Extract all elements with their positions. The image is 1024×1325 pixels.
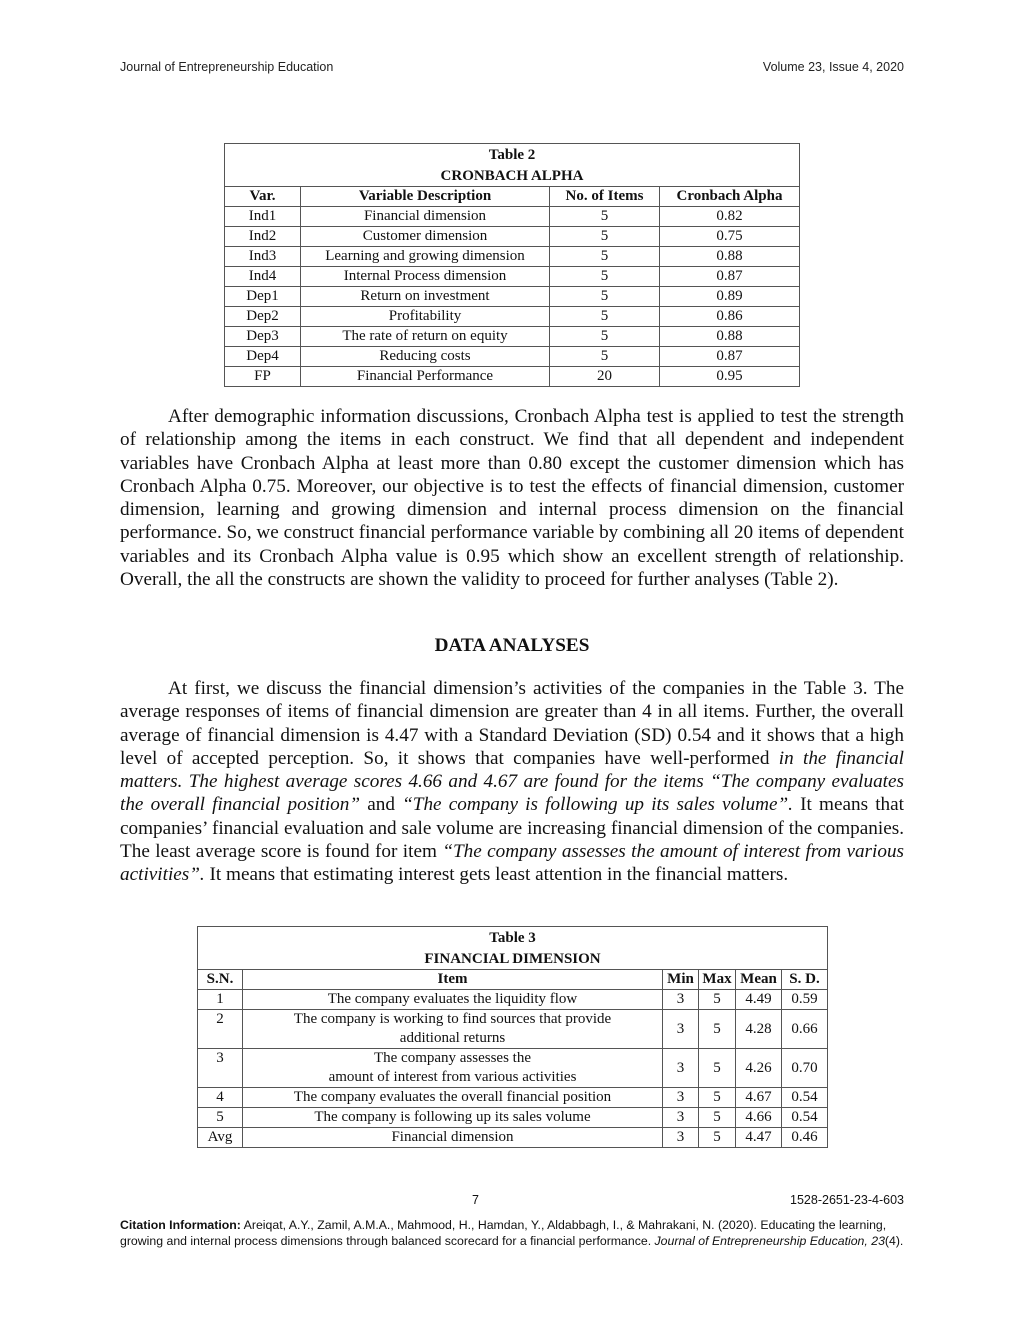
- cell: [243, 1088, 663, 1108]
- cronbach-alpha-table: [224, 143, 800, 387]
- cell: Avg: [198, 1128, 243, 1148]
- table-row: [225, 327, 800, 347]
- cell: 1: [198, 990, 243, 1010]
- body-paragraph: [120, 405, 904, 591]
- cell: The rate of return on equity: [301, 327, 550, 347]
- cell: [243, 990, 663, 1010]
- cell: 5: [699, 1010, 736, 1049]
- cell: Dep1: [225, 287, 301, 307]
- cell: 0.88: [660, 247, 800, 267]
- cell: 4: [198, 1088, 243, 1108]
- page-number: 7: [472, 1193, 479, 1207]
- cell: 0.54: [782, 1088, 828, 1108]
- body-paragraph: [120, 677, 904, 887]
- cell: 0.59: [782, 990, 828, 1010]
- cell: Profitability: [301, 307, 550, 327]
- cell: 0.88: [660, 327, 800, 347]
- cell: 3: [663, 990, 699, 1010]
- cell: 5: [550, 267, 660, 287]
- cell: 0.89: [660, 287, 800, 307]
- cell: 0.95: [660, 367, 800, 387]
- cell: [243, 1049, 663, 1088]
- cell: Dep3: [225, 327, 301, 347]
- column-header: S. D.: [782, 970, 828, 990]
- cell: Internal Process dimension: [301, 267, 550, 287]
- cell: 3: [663, 1108, 699, 1128]
- cell: FP: [225, 367, 301, 387]
- cell: 0.46: [782, 1128, 828, 1148]
- paragraph-text: It means that estimating interest gets least attention in the financial matters.: [204, 864, 789, 886]
- column-header: Variable Description: [301, 187, 550, 207]
- citation-issue: (4).: [884, 1234, 904, 1248]
- cell: 0.66: [782, 1010, 828, 1049]
- table-caption: [198, 927, 828, 949]
- paragraph-text: and: [360, 794, 403, 816]
- cell: 0.70: [782, 1049, 828, 1088]
- item-text: Financial dimension: [391, 1129, 514, 1145]
- item-text: The company is working to find sources that provide: [293, 1011, 612, 1027]
- table-row: [198, 990, 828, 1010]
- volume-issue: Volume 23, Issue 4, 2020: [762, 60, 904, 74]
- table-title: FINANCIAL DIMENSION: [424, 951, 601, 967]
- section-heading: DATA ANALYSES: [434, 635, 590, 656]
- cell: 3: [663, 1088, 699, 1108]
- item-text: The company evaluates the overall financial position: [293, 1089, 612, 1105]
- italic-text: “The company is following up its sales volume”.: [402, 794, 793, 816]
- cell: Learning and growing dimension: [301, 247, 550, 267]
- cell: Financial Performance: [301, 367, 550, 387]
- cell: [243, 1010, 663, 1049]
- cell: 4.47: [736, 1128, 782, 1148]
- item-text: The company assesses the: [373, 1050, 532, 1066]
- table-row: [198, 1128, 828, 1148]
- cell: 4.66: [736, 1108, 782, 1128]
- cell: Customer dimension: [301, 227, 550, 247]
- cell: Ind1: [225, 207, 301, 227]
- cell: Financial dimension: [301, 207, 550, 227]
- column-header: No. of Items: [550, 187, 660, 207]
- cell: 0.54: [782, 1108, 828, 1128]
- cell: 3: [663, 1049, 699, 1088]
- table-row: [225, 307, 800, 327]
- table-row: [225, 207, 800, 227]
- table-number: Table 2: [488, 147, 536, 163]
- cell: 5: [550, 207, 660, 227]
- cell: 4.26: [736, 1049, 782, 1088]
- item-text: additional returns: [399, 1030, 506, 1046]
- cell: 5: [550, 247, 660, 267]
- column-header: Min: [663, 970, 699, 990]
- cell: 0.87: [660, 267, 800, 287]
- cell: 5: [550, 287, 660, 307]
- cell: 5: [550, 227, 660, 247]
- item-text: The company is following up its sales volume: [314, 1109, 591, 1125]
- table-row: [225, 247, 800, 267]
- table-caption: [225, 144, 800, 166]
- table-row: [225, 267, 800, 287]
- cell: 5: [550, 347, 660, 367]
- cell: [243, 1128, 663, 1148]
- citation-text: Areiqat, A.Y., Zamil, A.M.A., Mahmood, H., Hamdan, Y., Aldabbagh, I., & Mahrakani, N. (2020). Educating the learning, growing and internal process dimensions through balanced scorecard for a financial performance.: [120, 1218, 887, 1248]
- italic-text: in the financial matters. The highest average scores 4.66 and 4.67 are found for the items “The company evaluates the overall financial position”: [120, 747, 904, 816]
- cell: 5: [699, 1049, 736, 1088]
- cell: Dep2: [225, 307, 301, 327]
- cell: 5: [699, 990, 736, 1010]
- citation-journal: Journal of Entrepreneurship Education, 23: [654, 1234, 885, 1248]
- table-row: [198, 1010, 828, 1049]
- table-row: [198, 1049, 828, 1088]
- column-header: Max: [699, 970, 736, 990]
- cell: 0.75: [660, 227, 800, 247]
- cell: Ind4: [225, 267, 301, 287]
- citation-label: Citation Information:: [120, 1218, 241, 1232]
- table-number: Table 3: [489, 930, 536, 946]
- table-row: [225, 287, 800, 307]
- table-row: [198, 1108, 828, 1128]
- italic-text: “The company assesses the amount of interest from various activities”.: [120, 841, 905, 886]
- cell: 4.28: [736, 1010, 782, 1049]
- article-code: 1528-2651-23-4-603: [790, 1193, 904, 1207]
- cell: 3: [663, 1128, 699, 1148]
- paragraph-text: After demographic information discussions, Cronbach Alpha test is applied to test the strength of relationship among the items in each construct. We find that all dependent and independent variables have Cronbach Alpha at least more than 0.80 except the customer dimension which has Cronbach Alpha 0.75. Moreover, our objective is to test the effects of financial dimension, customer dimension, learning and growing dimension and internal process dimension on the financial performance. So, we construct financial performance variable by combining all 20 items of dependent variables and its Cronbach Alpha value is 0.95 which show an excellent strength of relationship. Overall, the all the constructs are shown the validity to proceed for further analyses (Table 2).: [120, 406, 904, 591]
- cell: 2: [198, 1010, 243, 1049]
- cell: 5: [699, 1088, 736, 1108]
- cell: Ind2: [225, 227, 301, 247]
- cell: 5: [198, 1108, 243, 1128]
- cell: 0.86: [660, 307, 800, 327]
- item-text: amount of interest from various activities: [328, 1069, 577, 1085]
- column-header: Item: [243, 970, 663, 990]
- cell: Ind3: [225, 247, 301, 267]
- column-header: S.N.: [198, 970, 243, 990]
- cell: 0.82: [660, 207, 800, 227]
- cell: 3: [198, 1049, 243, 1088]
- cell: Reducing costs: [301, 347, 550, 367]
- paragraph-text: At first, we discuss the financial dimension’s activities of the companies in the Table 3. The average responses of items of financial dimension are greater than 4 in all items. Further, the overall average of financial dimension is 4.47 with a Standard Deviation (SD) 0.54 and it shows that a high level of accepted perception. So, it shows that companies have well-performed: [120, 678, 904, 769]
- item-text: The company evaluates the liquidity flow: [327, 991, 578, 1007]
- cell: Dep4: [225, 347, 301, 367]
- cell: 5: [699, 1128, 736, 1148]
- cell: 3: [663, 1010, 699, 1049]
- table-header-row: [198, 970, 828, 990]
- column-header: Cronbach Alpha: [660, 187, 800, 207]
- table-row: [225, 367, 800, 387]
- cell: Return on investment: [301, 287, 550, 307]
- table-title: CRONBACH ALPHA: [440, 168, 584, 184]
- citation-information: [120, 1217, 904, 1249]
- cell: 0.87: [660, 347, 800, 367]
- cell: 5: [550, 307, 660, 327]
- journal-name: Journal of Entrepreneurship Education: [120, 60, 334, 74]
- table-header-row: [225, 187, 800, 207]
- paragraph-text: It means that companies’ financial evaluation and sale volume are increasing financial dimension of the companies. The least average score is found for item: [120, 794, 904, 863]
- table-row: [225, 227, 800, 247]
- table-row: [225, 347, 800, 367]
- cell: 5: [550, 327, 660, 347]
- cell: [243, 1108, 663, 1128]
- table-title-cell: [225, 165, 800, 187]
- cell: 4.67: [736, 1088, 782, 1108]
- column-header: Mean: [736, 970, 782, 990]
- cell: 20: [550, 367, 660, 387]
- column-header: Var.: [225, 187, 301, 207]
- page-header: [120, 60, 904, 74]
- financial-dimension-table: [197, 926, 828, 1148]
- table-title-cell: [198, 948, 828, 970]
- cell: 5: [699, 1108, 736, 1128]
- table-row: [198, 1088, 828, 1108]
- cell: 4.49: [736, 990, 782, 1010]
